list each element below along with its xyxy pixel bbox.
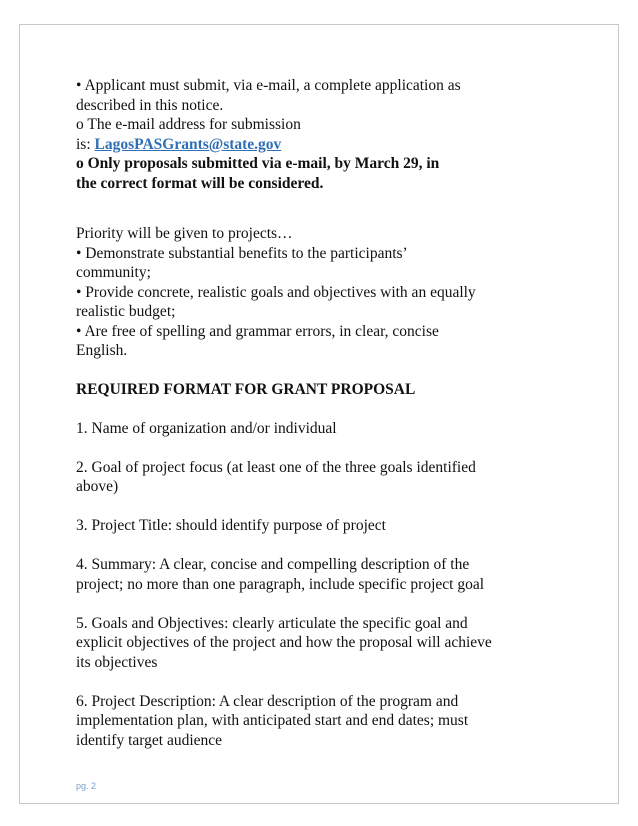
format-item-line: identify target audience [76,731,223,749]
email-line [76,135,576,155]
format-item-line: project; no more than one paragraph, include specific project goal [76,575,485,593]
priority-intro: Priority will be given to projects… [76,225,293,242]
format-list [76,419,576,751]
format-item [76,516,576,536]
format-heading: REQUIRED FORMAT FOR GRANT PROPOSAL [76,380,416,398]
format-item-line: 4. Summary: A clear, concise and compelling description of the [76,556,470,573]
format-item-line: 1. Name of organization and/or individual [76,419,337,437]
format-item-line: explicit objectives of the project and how the proposal will achieve [76,634,492,651]
priority-item-3-cont: English. [76,342,128,359]
priority-item-1: • Demonstrate substantial benefits to the participants’ [76,244,408,262]
format-item-line: its objectives [76,653,158,671]
format-item [76,555,576,594]
priority-item-2-cont: realistic budget; [76,303,176,320]
email-link[interactable]: LagosPASGrants@state.gov [94,135,282,153]
format-item [76,419,576,439]
priority-item-1-cont: community; [76,264,151,281]
format-item-line: implementation plan, with anticipated start and end dates; must [76,712,469,729]
priority-item-2: • Provide concrete, realistic goals and objectives with an equally [76,283,476,301]
format-item [76,614,576,673]
submission-bullet: • Applicant must submit, via e-mail, a complete application as [76,77,461,94]
page-number: pg. 2 [76,781,97,791]
priority-item-3: • Are free of spelling and grammar errors, in clear, concise [76,322,439,340]
deadline-line-1: o Only proposals submitted via e-mail, by March 29, in [76,155,440,172]
document-body [76,76,576,770]
submission-bullet-cont: described in this notice. [76,96,224,114]
format-item-line: 2. Goal of project focus (at least one of the three goals identified [76,458,476,476]
priority-section [76,224,576,361]
email-instruction: o The e-mail address for submission [76,116,301,133]
deadline-line-2: the correct format will be considered. [76,174,324,192]
format-item-line: 6. Project Description: A clear description of the program and [76,692,459,710]
format-item [76,692,576,751]
email-prefix: is: [76,135,95,153]
submission-section [76,76,576,193]
format-item-line: above) [76,478,119,495]
format-item-line: 5. Goals and Objectives: clearly articulate the specific goal and [76,614,468,632]
format-item [76,458,576,497]
format-item-line: 3. Project Title: should identify purpose of project [76,517,386,534]
